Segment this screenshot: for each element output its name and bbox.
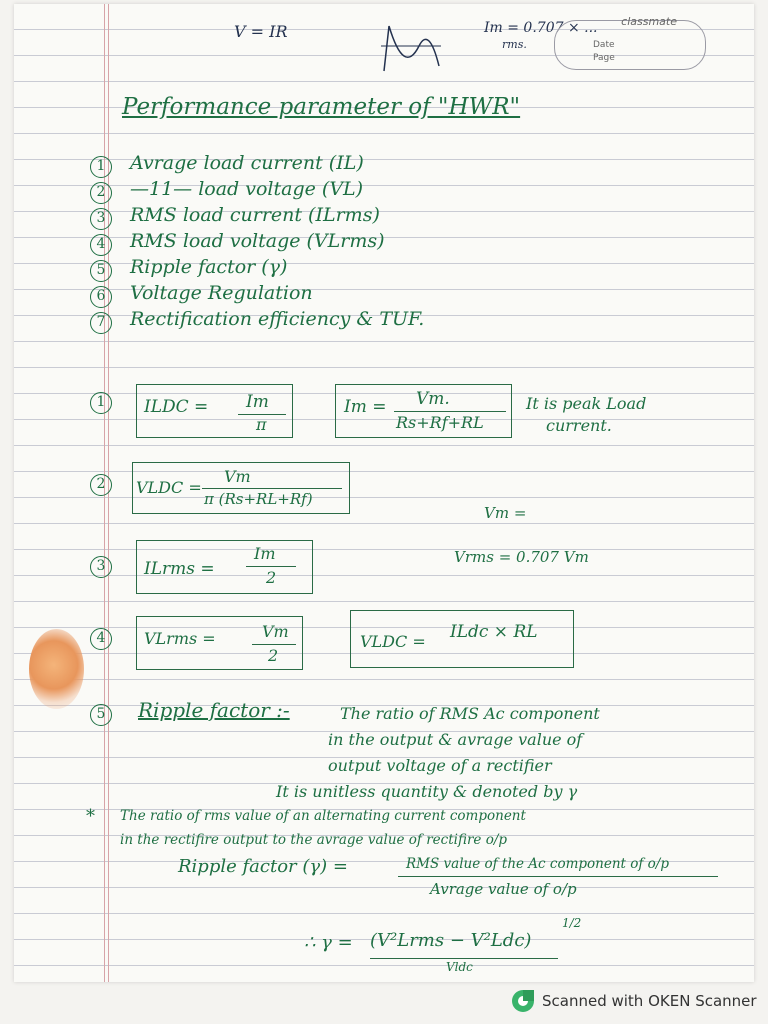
im-formula-lhs: Im = bbox=[344, 397, 387, 417]
ripple-line3: output voltage of a rectifier bbox=[328, 756, 552, 775]
formula-1-numerator: Im bbox=[246, 392, 269, 412]
final-expression: (V²Lrms − V²Ldc) bbox=[370, 930, 532, 951]
formula-3-number: 3 bbox=[90, 556, 112, 578]
ripple-star-line2: in the rectifire output to the avrage value of rectifire o/p bbox=[120, 832, 508, 848]
parameter-number: 1 bbox=[90, 156, 112, 178]
ripple-star-line1: The ratio of rms value of an alternating current component bbox=[120, 808, 526, 824]
brand-name: classmate bbox=[621, 15, 677, 28]
parameter-item: Avrage load current (IL) bbox=[130, 152, 364, 174]
parameter-number: 5 bbox=[90, 260, 112, 282]
parameter-item: Rectification efficiency & TUF. bbox=[130, 308, 425, 330]
star-bullet: * bbox=[86, 806, 95, 827]
final-therefore: ∴ γ = bbox=[304, 932, 353, 953]
formula-4-numerator: Vm bbox=[262, 622, 289, 641]
parameter-item: Voltage Regulation bbox=[130, 282, 313, 304]
fraction-line bbox=[394, 411, 506, 412]
ripple-formula-numerator: RMS value of the Ac component of o/p bbox=[406, 856, 669, 872]
formula-2-number: 2 bbox=[90, 474, 112, 496]
formula-2-side: Vm = bbox=[484, 504, 527, 522]
ripple-formula-denominator: Avrage value of o/p bbox=[430, 880, 577, 898]
formula-3-denominator: 2 bbox=[266, 568, 277, 587]
formula-4-number: 4 bbox=[90, 628, 112, 650]
im-note-line2: current. bbox=[546, 416, 612, 435]
date-label: Date bbox=[593, 40, 615, 50]
formula-4-lhs: VLrms = bbox=[144, 629, 216, 648]
im-formula-numerator: Vm. bbox=[416, 389, 450, 409]
page-title: Performance parameter of "HWR" bbox=[122, 94, 521, 120]
fraction-line bbox=[370, 958, 558, 959]
parameter-number: 7 bbox=[90, 312, 112, 334]
parameter-item: RMS load voltage (VLrms) bbox=[130, 230, 385, 252]
formula-1-number: 1 bbox=[90, 392, 112, 414]
formula-1-lhs: ILDC = bbox=[144, 397, 209, 417]
formula-2-numerator: Vm bbox=[224, 467, 251, 486]
formula-2-denominator: π (Rs+RL+Rf) bbox=[204, 490, 313, 508]
parameter-number: 6 bbox=[90, 286, 112, 308]
parameter-number: 4 bbox=[90, 234, 112, 256]
ripple-line4: It is unitless quantity & denoted by γ bbox=[276, 782, 578, 801]
notebook-brand-box bbox=[554, 15, 706, 70]
paper-stain bbox=[29, 629, 84, 709]
parameter-number: 3 bbox=[90, 208, 112, 230]
formula-1-denominator: π bbox=[256, 415, 267, 434]
header-rms-note: rms. bbox=[502, 38, 527, 51]
scanner-logo-icon bbox=[510, 988, 536, 1014]
formula-3-lhs: ILrms = bbox=[144, 559, 215, 579]
ripple-formula-label: Ripple factor (γ) = bbox=[178, 856, 348, 877]
formula-3-numerator: Im bbox=[254, 544, 276, 563]
ripple-number: 5 bbox=[90, 704, 112, 726]
im-note-line1: It is peak Load bbox=[526, 394, 647, 413]
vldc-rhs: ILdc × RL bbox=[450, 622, 538, 642]
ripple-line1: The ratio of RMS Ac component bbox=[340, 704, 600, 723]
notebook-page bbox=[14, 4, 754, 982]
formula-2-lhs: VLDC = bbox=[136, 478, 202, 497]
parameter-number: 2 bbox=[90, 182, 112, 204]
formula-4-denominator: 2 bbox=[268, 646, 279, 665]
scanner-footer bbox=[510, 988, 757, 1014]
page-label: Page bbox=[593, 53, 615, 63]
fraction-line bbox=[252, 644, 296, 645]
header-formula-vir: V = IR bbox=[234, 22, 288, 41]
header-im-note: Im = 0.707 × ... bbox=[484, 20, 598, 36]
parameter-item: —11— load voltage (VL) bbox=[130, 178, 364, 200]
fraction-line bbox=[246, 566, 296, 567]
scanner-text: Scanned with OKEN Scanner bbox=[542, 992, 757, 1010]
ripple-line2: in the output & avrage value of bbox=[328, 730, 583, 749]
parameter-item: RMS load current (ILrms) bbox=[130, 204, 380, 226]
sine-sketch bbox=[379, 16, 449, 76]
final-denominator: Vldc bbox=[446, 960, 473, 974]
ripple-heading: Ripple factor :- bbox=[138, 698, 290, 722]
parameter-item: Ripple factor (γ) bbox=[130, 256, 288, 278]
fraction-line bbox=[398, 876, 718, 877]
final-power: 1/2 bbox=[562, 916, 582, 930]
formula-3-side: Vrms = 0.707 Vm bbox=[454, 548, 589, 566]
im-formula-denominator: Rs+Rf+RL bbox=[396, 413, 484, 432]
fraction-line bbox=[202, 488, 342, 489]
vldc-lhs: VLDC = bbox=[360, 632, 426, 651]
